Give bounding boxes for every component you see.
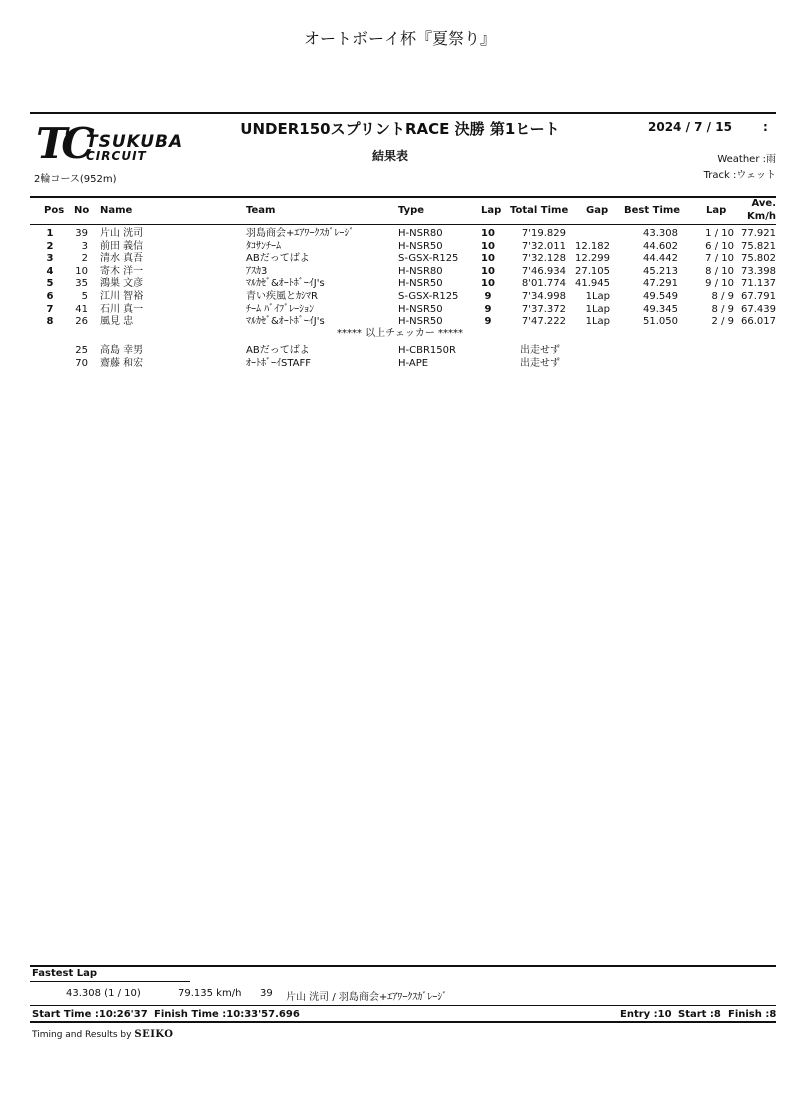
cell-pos: 3	[46, 253, 54, 265]
table-header-bottom-rule	[30, 224, 776, 225]
cell-gap: 1Lap	[585, 291, 610, 302]
fastest-lap-label-rule	[30, 981, 190, 982]
cell-bestlap: 6 / 10	[705, 240, 734, 252]
footer-bottom-rule	[30, 1021, 776, 1023]
cell-best: 43.308	[643, 228, 678, 239]
cell-bestlap: 7 / 10	[705, 253, 734, 265]
time-colon: :	[763, 120, 768, 134]
dns-no: 25	[75, 345, 88, 356]
cell-ave: 71.137	[741, 278, 776, 290]
cell-bestlap: 8 / 10	[705, 265, 734, 277]
cell-team: ｱｽｶ3	[246, 265, 268, 277]
logo-sub: CIRCUIT	[86, 149, 147, 163]
cell-no: 35	[75, 278, 88, 290]
cell-best: 45.213	[643, 265, 678, 277]
dns-status: 出走せず	[520, 345, 560, 356]
cell-name: 前田 義信	[100, 240, 144, 252]
cell-no: 41	[75, 303, 88, 315]
cell-best: 49.345	[643, 303, 678, 315]
dns-name: 齋藤 和宏	[100, 357, 144, 369]
checker-line: ***** 以上チェッカー *****	[336, 328, 464, 339]
dns-type: H-CBR150R	[398, 345, 456, 356]
dns-no: 70	[75, 357, 88, 369]
cell-bestlap: 8 / 9	[711, 303, 734, 315]
cell-type: H-NSR50	[398, 240, 443, 252]
footer-top-rule	[30, 1005, 776, 1006]
start-time: Start Time :10:26'37	[32, 1009, 148, 1020]
header-best-lap: Lap	[706, 205, 727, 216]
timing-brand: SEIKO	[134, 1029, 174, 1040]
fastest-lap-speed: 79.135 km/h	[178, 988, 242, 999]
cell-gap: 12.299	[575, 253, 610, 265]
cell-name: 江川 智裕	[100, 291, 144, 302]
timing-text: Timing and Results by	[32, 1030, 132, 1040]
cell-team: 青い疾風とｶｼﾏR	[246, 291, 318, 302]
cell-name: 風見 忠	[100, 316, 134, 328]
cell-pos: 5	[46, 278, 54, 290]
cell-best: 44.602	[643, 240, 678, 252]
track-condition: Track :ウェット	[703, 170, 776, 181]
cell-team: ﾏﾙｶｾﾞ&ｵｰﾄﾎﾞｰｲJ's	[246, 316, 325, 328]
cell-total: 7'37.372	[521, 303, 566, 315]
cell-team: ﾀｺｻﾝﾁｰﾑ	[246, 240, 281, 252]
cell-name: 鴻巣 文彦	[100, 278, 144, 290]
cell-no: 3	[81, 240, 88, 252]
finish-count: Finish :8	[728, 1009, 777, 1020]
cell-ave: 77.921	[741, 228, 776, 239]
cell-lap: 9	[484, 291, 492, 302]
cell-lap: 10	[481, 253, 495, 265]
cell-ave: 67.791	[741, 291, 776, 302]
finish-time: Finish Time :10:33'57.696	[154, 1009, 300, 1020]
cell-no: 2	[81, 253, 88, 265]
dns-team: ｵｰﾄﾎﾞｰｲSTAFF	[246, 357, 312, 369]
cell-type: H-NSR50	[398, 278, 443, 290]
sub-title: 結果表	[371, 149, 408, 163]
cell-best: 49.549	[643, 291, 678, 302]
header-lap: Lap	[481, 205, 502, 216]
cell-bestlap: 9 / 10	[705, 278, 734, 290]
cell-pos: 8	[46, 316, 54, 328]
header-gap: Gap	[586, 205, 609, 216]
cell-gap: 1Lap	[585, 303, 610, 315]
cell-lap: 10	[481, 265, 495, 277]
dns-type: H-APE	[398, 357, 429, 369]
cell-ave: 75.821	[741, 240, 776, 252]
cell-lap: 10	[481, 228, 495, 239]
cell-total: 7'46.934	[521, 265, 566, 277]
dns-name: 高島 幸男	[100, 345, 144, 356]
cell-pos: 1	[46, 228, 54, 239]
cell-total: 7'47.222	[521, 316, 566, 328]
logo-mark: TC	[36, 119, 89, 168]
cell-total: 7'34.998	[521, 291, 566, 302]
cell-team: ﾁｰﾑ ﾊﾞｲﾌﾞﾚｰｼｮﾝ	[246, 303, 315, 315]
cell-bestlap: 2 / 9	[711, 316, 734, 328]
cell-type: H-NSR50	[398, 316, 443, 328]
cell-bestlap: 8 / 9	[711, 291, 734, 302]
cell-name: 石川 真一	[100, 303, 144, 315]
cell-pos: 6	[46, 291, 54, 302]
header-type: Type	[398, 205, 425, 216]
cell-pos: 2	[46, 240, 54, 252]
cell-total: 7'19.829	[521, 228, 566, 239]
table-header-top-rule	[30, 196, 776, 198]
cell-gap: 27.105	[575, 265, 610, 277]
course-label: 2輪コース(952m)	[34, 174, 117, 185]
header-average: Ave.	[751, 198, 776, 209]
fastest-lap-top-rule	[30, 965, 776, 967]
cell-no: 10	[75, 265, 88, 277]
cell-name: 清水 真吾	[100, 253, 144, 265]
fastest-lap-rider: 片山 洸司 / 羽島商会+ｴｱﾜｰｸｽｶﾞﾚｰｼﾞ	[286, 992, 448, 1003]
dns-team: ABだってばよ	[246, 345, 310, 356]
header-total-time: Total Time	[510, 205, 569, 216]
fastest-lap-time: 43.308 (1 / 10)	[66, 988, 141, 999]
header-pos: Pos	[44, 205, 65, 216]
cell-ave: 75.802	[741, 253, 776, 265]
cell-type: S-GSX-R125	[398, 291, 459, 302]
cell-ave: 66.017	[741, 316, 776, 328]
cell-gap: 1Lap	[585, 316, 610, 328]
cell-team: 羽島商会+ｴｱﾜｰｸｽｶﾞﾚｰｼﾞ	[246, 228, 355, 239]
entry-count: Entry :10	[620, 1009, 672, 1020]
cell-best: 47.291	[643, 278, 678, 290]
cell-type: H-NSR80	[398, 265, 443, 277]
header-team: Team	[246, 205, 276, 216]
race-date: 2024 / 7 / 15	[648, 120, 732, 134]
cell-gap: 12.182	[575, 240, 610, 252]
cell-best: 51.050	[643, 316, 678, 328]
weather: Weather :雨	[717, 154, 776, 165]
start-count: Start :8	[678, 1009, 721, 1020]
header-name: Name	[100, 205, 133, 216]
cell-total: 8'01.774	[521, 278, 566, 290]
cell-lap: 9	[484, 316, 492, 328]
cell-name: 寄木 洋一	[100, 265, 144, 277]
cell-ave: 73.398	[741, 265, 776, 277]
header-no: No	[74, 205, 90, 216]
cell-type: S-GSX-R125	[398, 253, 459, 265]
cell-type: H-NSR80	[398, 228, 443, 239]
cell-ave: 67.439	[741, 303, 776, 315]
event-title: オートボーイ杯『夏祭り』	[303, 29, 496, 48]
cell-best: 44.442	[643, 253, 678, 265]
cell-pos: 7	[46, 303, 54, 315]
cell-type: H-NSR50	[398, 303, 443, 315]
dns-status: 出走せず	[520, 357, 560, 369]
timing-credit	[32, 1029, 174, 1040]
cell-no: 5	[81, 291, 88, 302]
race-title: UNDER150スプリントRACE 決勝 第1ヒート	[240, 120, 560, 138]
cell-lap: 10	[481, 278, 495, 290]
fastest-lap-label: Fastest Lap	[32, 968, 97, 979]
tsukuba-circuit-logo	[36, 119, 208, 168]
cell-total: 7'32.128	[521, 253, 566, 265]
cell-pos: 4	[46, 265, 54, 277]
cell-total: 7'32.011	[521, 240, 566, 252]
logo-name: TSUKUBA	[86, 132, 184, 152]
header-average-unit: Km/h	[747, 211, 776, 222]
cell-team: ABだってばよ	[246, 253, 310, 265]
cell-no: 39	[75, 228, 88, 239]
cell-lap: 9	[484, 303, 492, 315]
cell-name: 片山 洸司	[100, 228, 144, 239]
cell-bestlap: 1 / 10	[705, 228, 734, 239]
cell-gap: 41.945	[575, 278, 610, 290]
fastest-lap-number: 39	[260, 988, 273, 999]
cell-lap: 10	[481, 240, 495, 252]
header-rule	[30, 112, 776, 114]
header-best-time: Best Time	[624, 205, 681, 216]
cell-team: ﾏﾙｶｾﾞ&ｵｰﾄﾎﾞｰｲJ's	[246, 278, 325, 290]
cell-no: 26	[75, 316, 88, 328]
